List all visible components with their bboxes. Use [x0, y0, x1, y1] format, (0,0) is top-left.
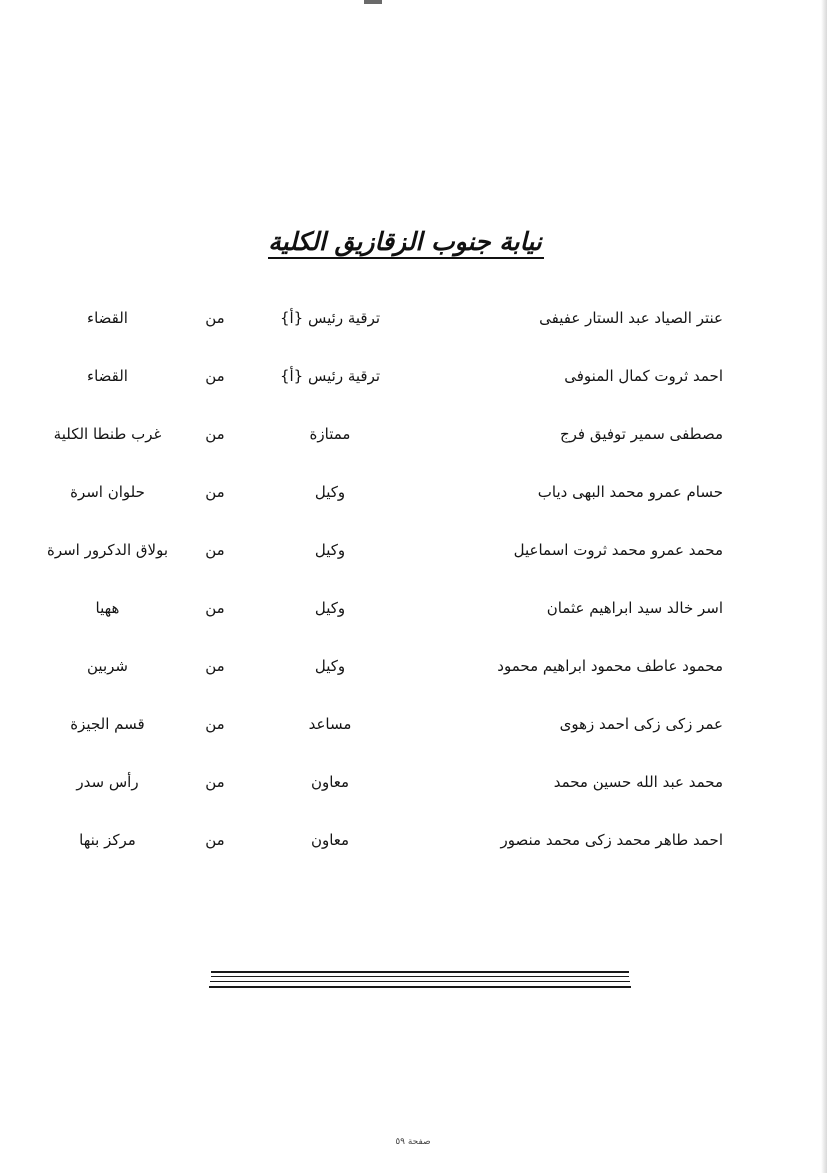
table-row	[0, 532, 827, 568]
rank-label: ترقية رئيس {أ}	[279, 309, 381, 327]
from-label: من	[205, 367, 225, 385]
court-name: حلوان اسرة	[70, 483, 145, 501]
separator-rule	[211, 976, 629, 977]
table-row	[0, 822, 827, 858]
from-label: من	[205, 309, 225, 327]
from-label: من	[205, 425, 225, 443]
rank-label: وكيل	[314, 599, 346, 617]
page-title: نيابة جنوب الزقازيق الكلية	[268, 227, 542, 256]
person-name: احمد ثروت كمال المنوفى	[564, 367, 723, 385]
table-row	[0, 300, 827, 336]
person-name: محمود عاطف محمود ابراهيم محمود	[497, 657, 723, 675]
court-name: شربين	[87, 657, 128, 675]
table-row	[0, 590, 827, 626]
scan-edge-shadow	[821, 0, 827, 1173]
separator-rule	[210, 981, 630, 982]
from-label: من	[205, 773, 225, 791]
table-row	[0, 648, 827, 684]
table-row	[0, 706, 827, 742]
court-name: القضاء	[87, 309, 128, 327]
table-row	[0, 358, 827, 394]
rank-label: معاون	[310, 773, 350, 791]
court-name: قسم الجيزة	[70, 715, 145, 733]
scan-top-mark	[364, 0, 382, 4]
from-label: من	[205, 657, 225, 675]
rank-label: وكيل	[314, 483, 346, 501]
table-row	[0, 474, 827, 510]
person-name: عنتر الصياد عبد الستار عفيفى	[539, 309, 723, 327]
person-name: اسر خالد سيد ابراهيم عثمان	[546, 599, 723, 617]
table-row	[0, 416, 827, 452]
table-row	[0, 764, 827, 800]
separator-rule	[209, 986, 631, 988]
from-label: من	[205, 831, 225, 849]
from-label: من	[205, 483, 225, 501]
rank-label: وكيل	[314, 541, 346, 559]
rank-label: وكيل	[314, 657, 346, 675]
rank-label: ممتازة	[309, 425, 351, 443]
person-name: عمر زكى زكى احمد زهوى	[559, 715, 723, 733]
court-name: مركز بنها	[79, 831, 136, 849]
court-name: ههيا	[95, 599, 120, 617]
rank-label: معاون	[310, 831, 350, 849]
person-name: حسام عمرو محمد البهى دياب	[537, 483, 723, 501]
person-name: محمد عمرو محمد ثروت اسماعيل	[513, 541, 723, 559]
page-number: صفحة ٥٩	[395, 1137, 431, 1147]
court-name: غرب طنطا الكلية	[53, 425, 162, 443]
title-underline	[268, 257, 544, 259]
from-label: من	[205, 599, 225, 617]
from-label: من	[205, 541, 225, 559]
from-label: من	[205, 715, 225, 733]
court-name: رأس سدر	[76, 773, 139, 791]
person-name: مصطفى سمير توفيق فرج	[559, 425, 723, 443]
separator-rule	[211, 971, 629, 973]
person-name: محمد عبد الله حسين محمد	[553, 773, 723, 791]
court-name: القضاء	[87, 367, 128, 385]
rank-label: ترقية رئيس {أ}	[279, 367, 381, 385]
court-name: بولاق الدكرور اسرة	[46, 541, 169, 559]
rank-label: مساعد	[308, 715, 352, 733]
person-name: احمد طاهر محمد زكى محمد منصور	[500, 831, 723, 849]
